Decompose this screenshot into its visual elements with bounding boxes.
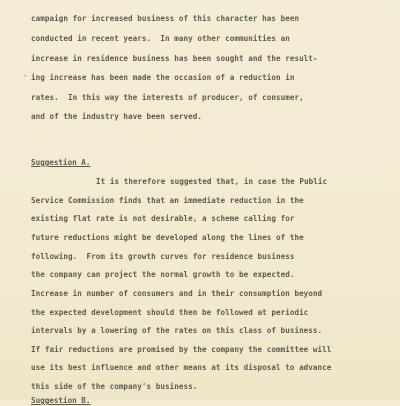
text-line: Increase in number of consumers and in their consumption beyond — [31, 289, 323, 298]
text-line: use its best influence and other means at its disposal to advance — [31, 363, 332, 372]
text-line: campaign for increased business of this character has been — [31, 14, 300, 23]
text-line: this side of the company's business. — [31, 382, 198, 391]
text-line: existing flat rate is not desirable, a scheme calling for — [31, 214, 295, 223]
text-line: intervals by a lowering of the rates on this class of business. — [31, 326, 323, 335]
margin-mark: - — [23, 71, 28, 80]
text-line: Service Commission finds that an immediate reduction in the — [31, 196, 304, 205]
text-line: If fair reductions are promised by the company the committee will — [31, 345, 332, 354]
text-line: the company can project the normal growth to be expected. — [31, 270, 295, 279]
text-line: future reductions might be developed along the lines of the — [31, 233, 304, 242]
next-section-heading: Suggestion B. — [31, 396, 91, 405]
text-line: the expected development should then be followed at periodic — [31, 308, 309, 317]
text-line: and of the industry have been served. — [31, 112, 203, 121]
section-heading: Suggestion A. — [31, 158, 91, 167]
text-line: increase in residence business has been sought and the result- — [31, 54, 318, 63]
text-line: following. From its growth curves for residence business — [31, 252, 295, 261]
text-line: It is therefore suggested that, in case the Public — [96, 177, 328, 186]
text-line: rates. In this way the interests of producer, of consumer, — [31, 93, 304, 102]
text-line: ing increase has been made the occasion of a reduction in — [31, 73, 295, 82]
text-line: conducted in recent years. In many other communities an — [31, 34, 290, 43]
